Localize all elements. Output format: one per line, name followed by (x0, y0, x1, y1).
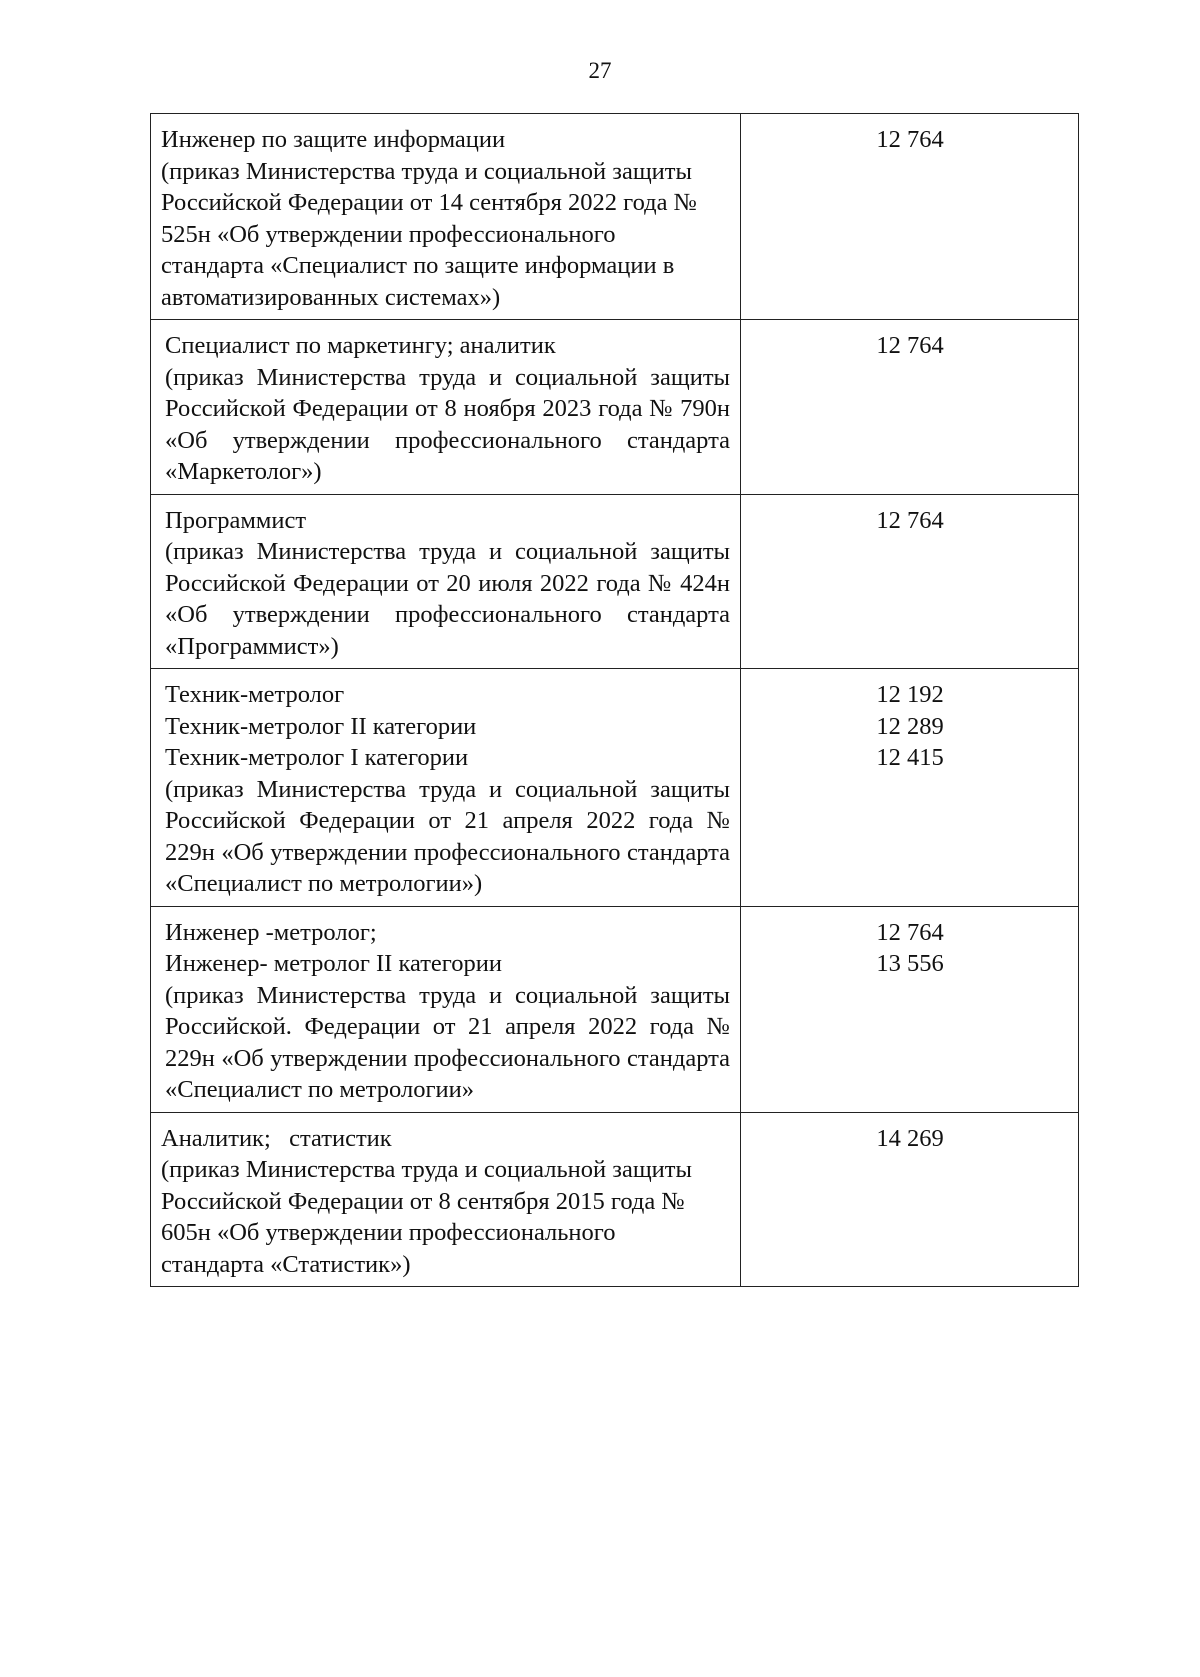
position-cell (151, 669, 741, 907)
table-row (151, 906, 1079, 1112)
salary-value: 13 556 (876, 950, 944, 977)
order-reference: (приказ Министерства труда и социальной защиты Российской Федерации от 14 сентября 2022 года № 525н «Об утверждении профессионального стандарта «Специалист по защите информации в автоматизированных системах») (161, 157, 697, 311)
table-row (151, 114, 1079, 320)
salary-cell (741, 114, 1079, 320)
position-title: Техник-метролог I категории (165, 744, 469, 771)
position-cell (151, 1112, 741, 1287)
order-reference: (приказ Министерства труда и социальной защиты Российской Федерации от 8 ноября 2023 года № 790н «Об утверждении профессионального стандарта «Маркетолог») (165, 363, 730, 485)
order-reference: (приказ Министерства труда и социальной защиты Российской Федерации от 21 апреля 2022 года № 229н «Об утверждении профессионального стандарта «Специалист по метрологии») (165, 775, 730, 897)
position-title: Аналитик; статистик (161, 1124, 392, 1152)
position-title: Специалист по маркетингу; аналитик (165, 332, 556, 359)
salary-value: 12 415 (876, 744, 944, 771)
position-cell (151, 906, 741, 1112)
order-reference: (приказ Министерства труда и социальной защиты Российской Федерации от 8 сентября 2015 года № 605н «Об утверждении профессионального стандарта «Статистик») (161, 1156, 692, 1278)
salary-table (150, 113, 1079, 1287)
salary-value: 14 269 (876, 1124, 944, 1152)
position-title: Инженер -метролог; (165, 918, 377, 946)
position-title: Программист (165, 506, 307, 534)
table-row (151, 669, 1079, 907)
table-row (151, 320, 1079, 495)
table-row (151, 1112, 1079, 1287)
position-title: Инженер по защите информации (161, 126, 506, 153)
salary-value: 12 289 (876, 712, 944, 740)
position-cell (151, 320, 741, 495)
salary-cell (741, 669, 1079, 907)
order-reference: (приказ Министерства труда и социальной защиты Российской. Федерации от 21 апреля 2022 года № 229н «Об утверждении профессионального стандарта «Специалист по метрологии» (165, 981, 730, 1103)
position-cell (151, 494, 741, 669)
salary-value: 12 764 (876, 918, 944, 946)
position-title: Инженер- метролог II категории (165, 950, 502, 977)
salary-cell (741, 906, 1079, 1112)
salary-value: 12 764 (876, 332, 944, 359)
salary-cell (741, 1112, 1079, 1287)
salary-value: 12 192 (876, 681, 944, 708)
salary-cell (741, 320, 1079, 495)
salary-value: 12 764 (876, 126, 944, 153)
salary-cell (741, 494, 1079, 669)
position-title: Техник-метролог (165, 681, 345, 708)
page-number: 27 (588, 58, 612, 83)
position-cell (151, 114, 741, 320)
salary-value: 12 764 (876, 506, 944, 534)
position-title: Техник-метролог II категории (165, 712, 477, 740)
order-reference: (приказ Министерства труда и социальной защиты Российской Федерации от 20 июля 2022 года № 424н «Об утверждении профессионального стандарта «Программист») (165, 538, 730, 660)
table-row (151, 494, 1079, 669)
